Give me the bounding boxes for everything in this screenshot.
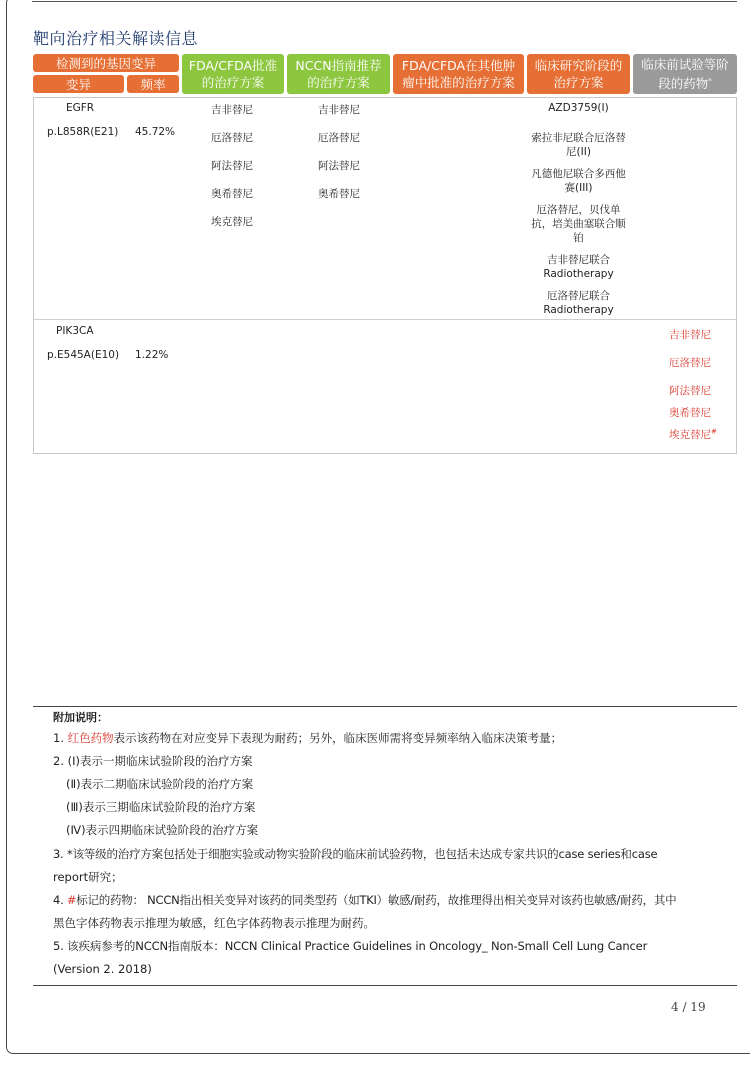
fda-drug: 阿法替尼 [211,160,253,172]
gene-name: PIK3CA [56,325,94,337]
clinical-trial-drug: 索拉非尼联合厄洛替尼(II) [531,132,626,158]
header-detected-variants: 检测到的基因变异 [33,54,179,72]
fda-drug: 厄洛替尼 [211,132,253,144]
header-other-tumor-approved: FDA/CFDA在其他肿 瘤中批准的治疗方案 [393,54,524,94]
note-2b: (Ⅱ)表示二期临床试验阶段的治疗方案 [66,777,254,791]
note-5: 5. 该疾病参考的NCCN指南版本：NCCN Clinical Practice Guidelines in Oncology_ Non-Small Cell Lung Cancer [53,939,648,953]
nccn-drug: 奥希替尼 [318,188,360,200]
header-fda-approved: FDA/CFDA批准 的治疗方案 [182,54,284,94]
note-2c: (Ⅲ)表示三期临床试验阶段的治疗方案 [66,800,256,814]
variant-frequency: 1.22% [135,349,169,361]
notes-title: 附加说明： [53,711,108,724]
clinical-trial-drug: 凡德他尼联合多西他赛(III) [531,168,626,194]
variant-name: p.L858R(E21) [47,126,119,138]
notes-top-rule [33,706,737,707]
therapy-table [33,97,737,454]
note-4: 4. #标记的药物： NCCN指出相关变异对该药的同类型药（如TKI）敏感/耐药，故推理得出相关变异对该药也敏感/耐药，其中 [53,893,677,907]
fda-drug: 奥希替尼 [211,188,253,200]
header-preclinical: 临床前试验等阶 段的药物* [633,54,737,94]
note-2: 2. (Ⅰ)表示一期临床试验阶段的治疗方案 [53,754,253,768]
note-4-continued: 黑色字体药物表示推理为敏感，红色字体药物表示推理为耐药。 [53,916,375,930]
preclinical-resistant-drug: 奥希替尼 [669,407,711,419]
note-1: 1. 红色药物表示该药物在对应变异下表现为耐药；另外，临床医师需将变异频率纳入临床决策考量； [53,731,563,745]
section-title: 靶向治疗相关解读信息 [33,29,199,48]
preclinical-resistant-drug: 吉非替尼 [669,329,711,341]
nccn-drug: 厄洛替尼 [318,132,360,144]
nccn-drug: 阿法替尼 [318,160,360,172]
preclinical-resistant-drug: 埃克替尼# [669,427,717,441]
note-5-continued: (Version 2. 2018) [53,962,152,976]
clinical-trial-drug: 厄洛替尼，贝伐单抗，培美曲塞联合顺铂 [531,204,626,244]
nccn-drug: 吉非替尼 [318,104,360,116]
preclinical-resistant-drug: 阿法替尼 [669,385,711,397]
preclinical-resistant-drug: 厄洛替尼 [669,357,711,369]
header-variant: 变异 [33,75,124,93]
header-clinical-trial: 临床研究阶段的 治疗方案 [527,54,630,94]
page-number: 4 / 19 [671,1000,706,1014]
clinical-trial-drug: 吉非替尼联合Radiotherapy [543,254,614,280]
clinical-trial-drug: 厄洛替尼联合Radiotherapy [543,290,614,316]
fda-drug: 吉非替尼 [211,104,253,116]
variant-name: p.E545A(E10) [47,349,120,361]
clinical-trial-drug: AZD3759(I) [548,102,609,114]
variant-frequency: 45.72% [135,126,176,138]
header-frequency: 频率 [127,75,179,93]
row-divider [34,319,736,320]
top-rule [32,1,737,2]
header-nccn-recommended: NCCN指南推荐 的治疗方案 [287,54,390,94]
notes-bottom-rule [33,985,737,986]
note-3: 3. *该等级的治疗方案包括处于细胞实验或动物实验阶段的临床前试验药物，也包括未达成专家共识的case series和case [53,847,658,861]
gene-name: EGFR [66,102,95,114]
note-3-continued: report研究； [53,870,123,884]
fda-drug: 埃克替尼 [211,216,253,228]
note-2d: (Ⅳ)表示四期临床试验阶段的治疗方案 [66,823,259,837]
